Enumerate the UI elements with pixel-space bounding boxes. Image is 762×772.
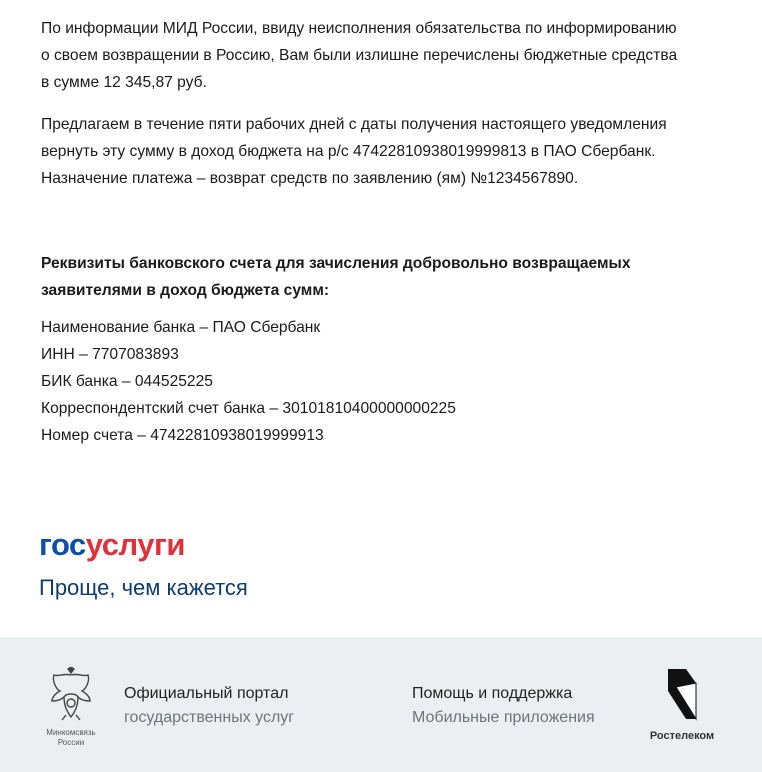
rostelecom-icon — [662, 665, 702, 721]
coat-of-arms-icon — [46, 667, 96, 721]
logo-part-gos: гос — [39, 527, 86, 562]
footer — [0, 637, 762, 772]
help-support-link[interactable]: Помощь и поддержка — [412, 685, 573, 702]
requisite-corr-account: Корреспондентский счет банка – 30101810400000000225 — [41, 400, 456, 417]
requisite-inn: ИНН – 7707083893 — [41, 346, 179, 363]
brand-tagline: Проще, чем кажется — [39, 575, 248, 600]
portal-info — [124, 682, 294, 730]
requisites-heading: Реквизиты банковского счета для зачисления добровольно возвращаемых заявителями в доход бюджета сумм: — [41, 255, 631, 299]
requisite-bik: БИК банка – 044525225 — [41, 373, 213, 390]
gosuslugi-logo[interactable] — [39, 526, 185, 564]
rostelecom-logo[interactable] — [640, 665, 724, 742]
rostelecom-caption: Ростелеком — [649, 730, 715, 742]
footer-links — [412, 682, 595, 730]
logo-part-uslugi: услуги — [85, 527, 185, 562]
portal-line-2: государственных услуг — [124, 709, 295, 726]
gosuslugi-brand — [39, 526, 248, 600]
requisite-bank-name: Наименование банка – ПАО Сбербанк — [41, 319, 321, 336]
requisites-list — [41, 314, 456, 449]
requisite-account-number: Номер счета – 47422810938019999913 — [41, 427, 324, 444]
emblem-caption: Минкомсвязь России — [46, 728, 96, 747]
paragraph-request: Предлагаем в течение пяти рабочих дней с даты получения настоящего уведомления вернуть эту сумму в доход бюджета на р/с 47422810938019999813 в ПАО Сбербанк. Назначение платежа – возврат средств по заявлению (ям) №1234567890. — [41, 116, 667, 187]
portal-line-1: Официальный портал — [124, 685, 289, 702]
mobile-apps-link[interactable]: Мобильные приложения — [412, 709, 595, 726]
paragraph-notice: По информации МИД России, ввиду неисполнения обязательства по информированию о своем возвращении в Россию, Вам были излишне перечислены бюджетные средства в сумме 12 345,87 руб. — [41, 20, 678, 91]
emblem[interactable] — [40, 667, 102, 748]
